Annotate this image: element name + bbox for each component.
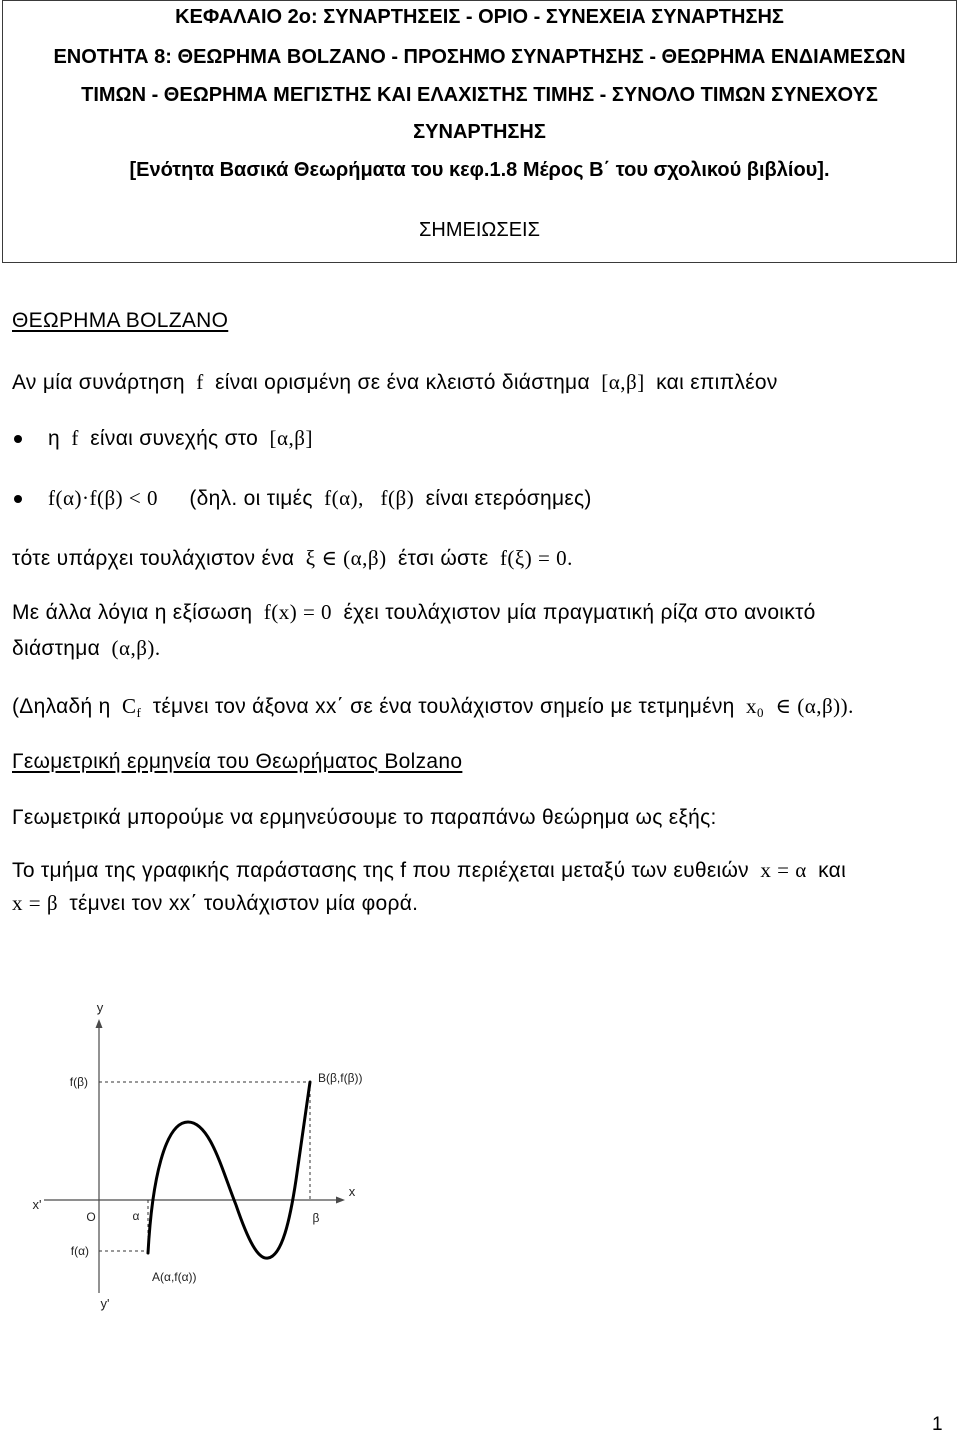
page-number: 1: [932, 1414, 943, 1435]
restatement-math-interval: (α,β).: [111, 636, 161, 660]
geometric-note-math-interval: ∈ (α,β)).: [775, 694, 854, 718]
textbook-reference: [Ενότητα Βασικά Θεωρήματα του κεφ.1.8 Μέρος Β΄ του σχολικού βιβλίου].: [129, 159, 830, 181]
conclusion-math-root: f(ξ) = 0.: [499, 546, 573, 570]
guide-lines: [99, 1082, 310, 1251]
restatement-text-1: Με άλλα λόγια η εξίσωση: [12, 601, 253, 624]
bullet-1-text-1: η: [48, 427, 60, 450]
hypothesis-text-2: είναι ορισμένη σε ένα κλειστό διάστημα: [215, 371, 590, 394]
bullet-icon: [14, 495, 22, 503]
bullet-2-math-product: f(α)·f(β) < 0: [48, 486, 158, 510]
condition-opposite-signs: [48, 486, 592, 511]
abscissa-symbol: x: [746, 694, 758, 718]
bullet-1-text-2: είναι συνεχής στο: [90, 427, 259, 450]
figure-labels: [33, 1000, 363, 1311]
x-axis-arrow-icon: [336, 1197, 345, 1204]
geometric-note-math-x0: [746, 694, 764, 718]
statement-math-x-beta: x = β: [12, 891, 59, 915]
geometric-note-line: [12, 694, 859, 725]
bolzano-geometric-figure: [20, 995, 380, 1315]
bullet-1-math-f: f: [71, 426, 79, 450]
f-alpha-label: f(α): [70, 1244, 89, 1258]
bullet-icon: [14, 435, 22, 443]
unit-title-line-1: ΕΝΟΤΗΤΑ 8: ΘΕΩΡΗΜΑ BOLZANO - ΠΡΟΣΗΜΟ ΣΥΝΑΡΤΗΣΗΣ - ΘΕΩΡΗΜΑ ΕΝΔΙΑΜΕΣΩΝ: [53, 46, 906, 68]
y-axis-arrow-icon: [96, 1019, 103, 1028]
restatement-line-2: [12, 636, 166, 661]
graph-symbol-subscript: f: [136, 705, 142, 720]
statement-text-3: τέμνει τον xx΄ τουλάχιστον μία φορά.: [69, 892, 419, 915]
statement-text-2: και: [818, 859, 847, 882]
conclusion-text-1: τότε υπάρχει τουλάχιστον ένα: [12, 547, 295, 570]
point-b-label: B(β,f(β)): [318, 1071, 363, 1085]
hypothesis-text-1: Αν μία συνάρτηση: [12, 371, 185, 394]
statement-math-x-alpha: x = α: [760, 858, 807, 882]
bullet-2-text-1: (δηλ. οι τιμές: [189, 487, 313, 510]
alpha-label: α: [132, 1209, 140, 1223]
restatement-text-3: διάστημα: [12, 637, 101, 660]
geometric-note-text-2: τέμνει τον άξονα xx΄ σε ένα τουλάχιστον σημείο με τετμημένη: [152, 695, 735, 718]
interpretation-title: Γεωμετρική ερμηνεία του Θεωρήματος Bolzano: [12, 750, 463, 773]
interpretation-statement-line-2: [12, 891, 418, 916]
hypothesis-math-interval: [α,β]: [601, 370, 645, 394]
conclusion-math-xi: ξ ∈ (α,β): [305, 546, 387, 570]
condition-continuity: [48, 426, 318, 451]
beta-label: β: [312, 1211, 320, 1225]
interpretation-intro: Γεωμετρικά μπορούμε να ερμηνεύσουμε το παραπάνω θεώρημα ως εξής:: [12, 806, 717, 829]
abscissa-subscript: 0: [757, 705, 765, 720]
bullet-1-math-interval: [α,β]: [269, 426, 313, 450]
geometric-note-text-1: (Δηλαδή η: [12, 695, 111, 718]
unit-title-line-2: ΤΙΜΩΝ - ΘΕΩΡΗΜΑ ΜΕΓΙΣΤΗΣ ΚΑΙ ΕΛΑΧΙΣΤΗΣ ΤΙΜΗΣ - ΣΥΝΟΛΟ ΤΙΜΩΝ ΣΥΝΕΧΟΥΣ: [81, 84, 878, 106]
restatement-text-2: έχει τουλάχιστον μία πραγματική ρίζα στο ανοικτό: [343, 601, 816, 624]
x-axis-label: x: [348, 1184, 356, 1199]
restatement-line-1: [12, 600, 816, 625]
chapter-header-box: [2, 0, 957, 263]
notes-label: ΣΗΜΕΙΩΣΕΙΣ: [419, 219, 540, 241]
geometric-note-math-graph: [122, 694, 141, 718]
conclusion-text-2: έτσι ώστε: [398, 547, 489, 570]
y-axis-label: y: [96, 1000, 104, 1015]
graph-symbol: C: [122, 694, 137, 718]
function-curve: [148, 1082, 310, 1258]
chapter-title: ΚΕΦΑΛΑΙΟ 2ο: ΣΥΝΑΡΤΗΣΕΙΣ - ΟΡΙΟ - ΣΥΝΕΧΕΙΑ ΣΥΝΑΡΤΗΣΗΣ: [175, 6, 784, 28]
restatement-math-equation: f(x) = 0: [263, 600, 333, 624]
hypothesis-line: [12, 370, 778, 395]
origin-label: O: [86, 1210, 96, 1224]
theorem-title: ΘΕΩΡΗΜΑ BOLZANO: [12, 309, 229, 332]
conclusion-line: [12, 546, 578, 571]
x-prime-axis-label: x': [32, 1197, 42, 1212]
unit-title-line-3: ΣΥΝΑΡΤΗΣΗΣ: [413, 121, 546, 143]
bullet-2-math-f-alpha: f(α),: [324, 486, 364, 510]
interpretation-statement-line-1: [12, 858, 846, 883]
bullet-2-math-f-beta: f(β): [380, 486, 415, 510]
hypothesis-text-3: και επιπλέον: [656, 371, 778, 394]
hypothesis-math-f: f: [196, 370, 204, 394]
bullet-2-text-2: είναι ετερόσημες): [425, 487, 592, 510]
statement-text-1: Το τμήμα της γραφικής παράστασης της f που περιέχεται μεταξύ των ευθειών: [12, 859, 749, 882]
y-prime-axis-label: y': [100, 1296, 110, 1311]
point-a-label: A(α,f(α)): [152, 1270, 197, 1284]
f-beta-label: f(β): [69, 1075, 88, 1089]
